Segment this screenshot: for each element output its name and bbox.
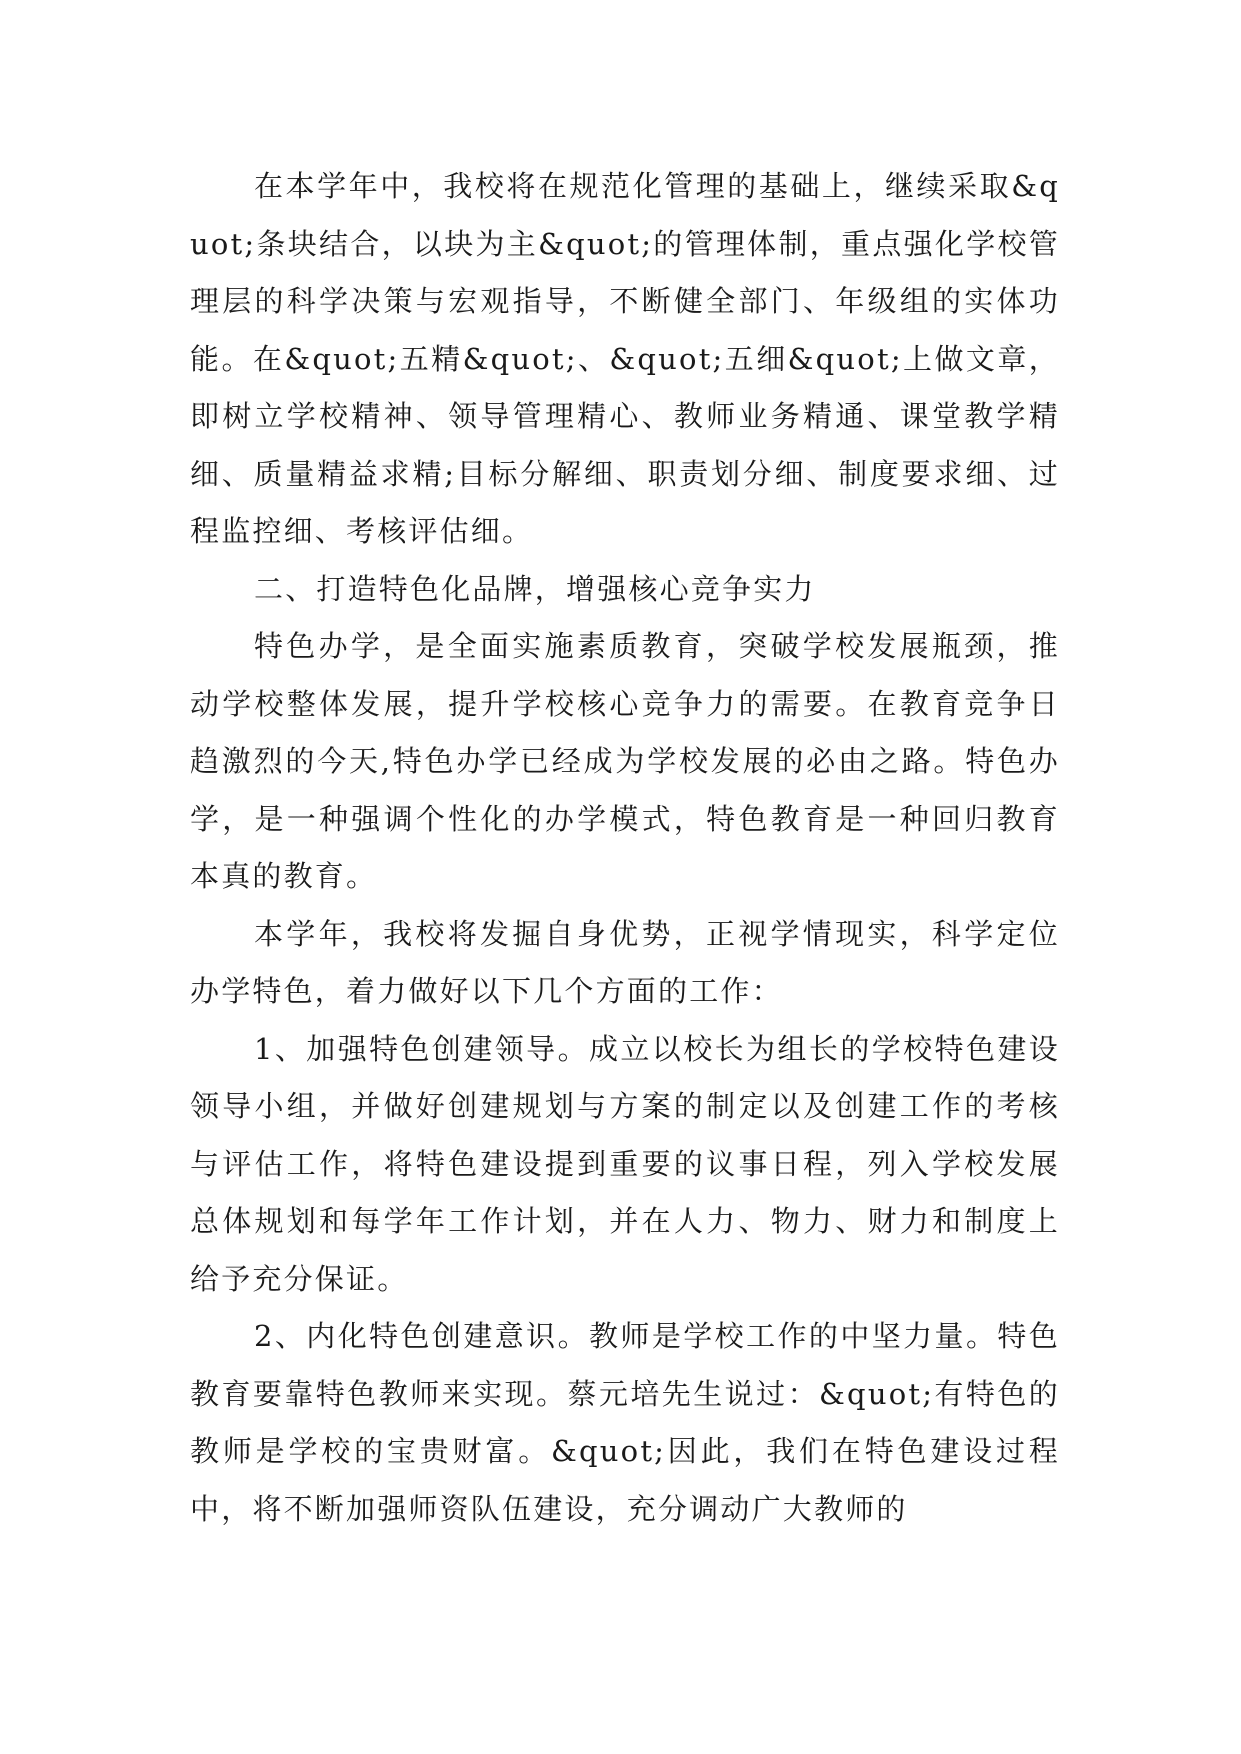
document-body [190,158,1060,1538]
paragraph-item-2: 2、内化特色创建意识。教师是学校工作的中坚力量。特色教育要靠特色教师来实现。蔡元培先生说过：&quot;有特色的教师是学校的宝贵财富。&quot;因此，我们在特色建设过程中，将不断加强师资队伍建设，充分调动广大教师的 [190,1319,1060,1526]
paragraph-item-1: 1、加强特色创建领导。成立以校长为组长的学校特色建设领导小组，并做好创建规划与方案的制定以及创建工作的考核与评估工作，将特色建设提到重要的议事日程，列入学校发展总体规划和每学年工作计划，并在人力、物力、财力和制度上给予充分保证。 [190,1031,1060,1296]
paragraph-characteristic-schooling: 特色办学，是全面实施素质教育，突破学校发展瓶颈，推动学校整体发展，提升学校核心竞争力的需要。在教育竞争日趋激烈的今天,特色办学已经成为学校发展的必由之路。特色办学，是一种强调个性化的办学模式，特色教育是一种回归教育本真的教育。 [190,629,1060,893]
paragraph-management: 在本学年中，我校将在规范化管理的基础上，继续采取&quot;条块结合，以块为主&quot;的管理体制，重点强化学校管理层的科学决策与宏观指导，不断健全部门、年级组的实体功能。在&quot;五精&quot;、&quot;五细&quot;上做文章，即树立学校精神、领导管理精心、教师业务精通、课堂教学精细、质量精益求精;目标分解细、职责划分细、制度要求细、过程监控细、考核评估细。 [190,169,1060,548]
section-heading-brand: 二、打造特色化品牌，增强核心竞争实力 [254,571,816,606]
paragraph-school-year-plan: 本学年，我校将发掘自身优势，正视学情现实，科学定位办学特色，着力做好以下几个方面的工作： [190,916,1060,1008]
